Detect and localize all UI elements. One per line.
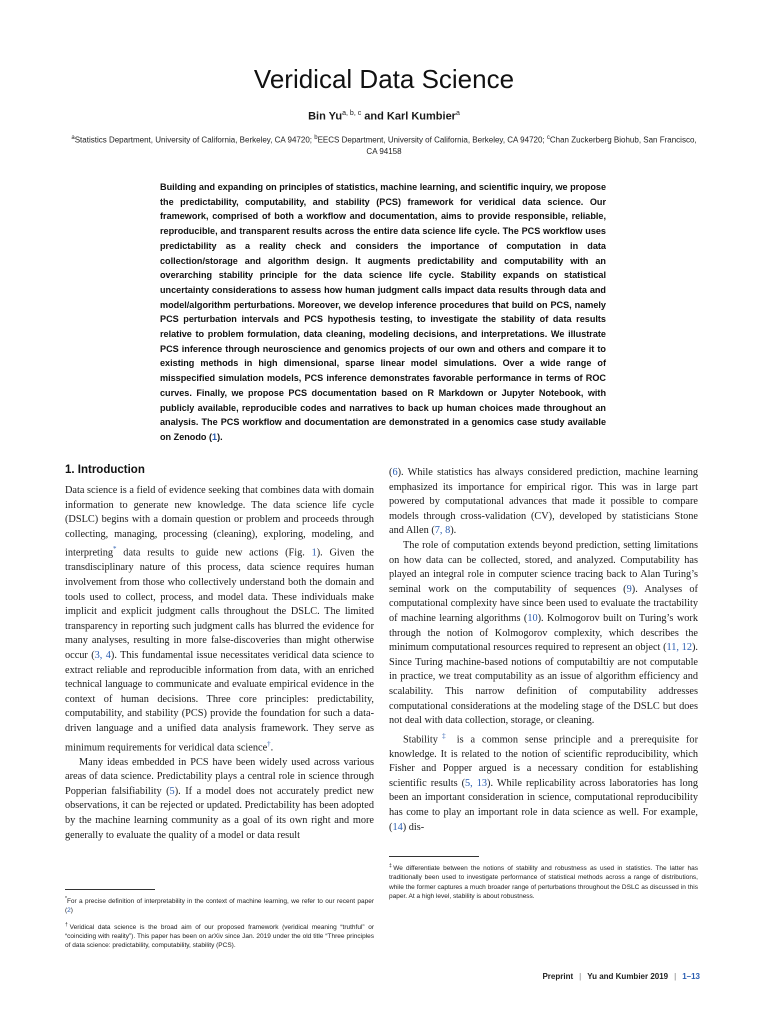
affiliation: Chan Zuckerberg Biohub, San Francisco, CA 94158 bbox=[366, 135, 697, 156]
page-footer bbox=[520, 972, 700, 981]
affiliations bbox=[70, 133, 698, 157]
right-footnotes bbox=[389, 856, 698, 901]
footnote bbox=[65, 921, 374, 951]
paragraph-text: ). Analyses of computational complexity have since been used to evaluate the tractability of machine learning algorithms ( bbox=[389, 583, 698, 624]
citation-link[interactable]: 3, 4 bbox=[94, 649, 111, 661]
paragraph bbox=[65, 756, 374, 844]
paragraph bbox=[389, 539, 698, 729]
citation-link[interactable]: 1 bbox=[212, 431, 218, 442]
affiliation: EECS Department, University of California, Berkeley, CA 94720; bbox=[317, 135, 547, 145]
affil-mark: b bbox=[314, 135, 318, 141]
abstract bbox=[160, 180, 606, 445]
left-footnotes bbox=[65, 889, 374, 950]
paragraph-text: is a common sense principle and a prerequisite for knowledge. It is related to the notion of scientific reproducibility, which Fisher and Popper argued is a necessary condition for establishing scientific results ( bbox=[389, 734, 698, 789]
footnote-mark: † bbox=[65, 921, 70, 928]
footnote-text: Veridical data science is the broad aim of our proposed framework (veridical meaning “truthful” or “coinciding with reality”). This paper has been on arXiv since Jan. 2019 under the old title “Three principles of data science: predictability, computability, stability (PCS). bbox=[65, 923, 374, 950]
abstract-end: ). bbox=[217, 431, 223, 442]
paragraph-text: Data science is a field of evidence seeking that combines data with domain information to generate new knowledge. The data science life cycle (DSLC) begins with a domain question or problem and proceeds through collecting, managing, processing (cleaning), exploring, modeling, and interpreting bbox=[65, 485, 374, 559]
citation-link[interactable]: 9 bbox=[626, 583, 632, 595]
paper-title: Veridical Data Science bbox=[253, 64, 515, 94]
footnote-text: For a precise definition of interpretability in the context of machine learning, we refer to our recent paper ( bbox=[65, 898, 374, 915]
footer-preprint: Preprint bbox=[542, 972, 574, 981]
author-line bbox=[0, 110, 768, 123]
paragraph-text: The role of computation extends beyond prediction, setting limitations on how data can be collected, stored, and analyzed. Computability has played an integral role in computer science tracing back to Alan Turing’s seminal work on the computability of sequences ( bbox=[389, 539, 698, 595]
figure-link[interactable]: 1 bbox=[311, 547, 317, 559]
section-heading: 1. Introduction bbox=[65, 464, 145, 476]
citation-link[interactable]: 10 bbox=[527, 612, 538, 624]
footnote-mark: * bbox=[65, 896, 67, 902]
footnote-text: We differentiate between the notions of stability and robustness as used in statistics. The latter has traditionally been used to investigate performance of statistical methods across a range of distributions, while the former captures a much broader range of perturbations throughout the DSLC as discussed in this paper. At a high level, stability is about robustness. bbox=[389, 865, 699, 900]
footer-authors: Yu and Kumbier 2019 bbox=[587, 972, 669, 981]
affil-mark: a bbox=[71, 135, 75, 141]
citation-link[interactable]: 7, 8 bbox=[434, 525, 451, 537]
paragraph-text: . bbox=[270, 741, 274, 753]
paragraph-text: ). This fundamental issue necessitates veridical data science to extract reliable and reproducible information from data, with an enriched technical language to communicate and evaluate empirical evidence in the context of human decisions. Three core principles: predictability, computability, and stability (PCS) provide the foundation for such a data-driven language and a unified data analysis framework. They serve as minimum requirements for veridical data science bbox=[65, 649, 374, 753]
footnote-marker[interactable]: † bbox=[267, 739, 271, 748]
footnote-rule bbox=[65, 889, 155, 890]
footnote bbox=[389, 862, 698, 901]
author-name: Bin Yu bbox=[308, 110, 343, 123]
footnote-marker[interactable]: * bbox=[113, 545, 117, 554]
citation-link[interactable]: 14 bbox=[392, 821, 403, 833]
author-name: Karl Kumbier bbox=[386, 110, 456, 123]
paragraph-text: ). bbox=[450, 525, 457, 537]
paragraph-text: ). Given the transdisciplinary nature of this process, data science requires human involvement from those who collectively understand both the domain and tools used to collect, process, and model data. These individuals make implicit and explicit judgment calls throughout the DSLC. The limited transparency in reporting such judgment calls has blurred the evidence for many analyses, resulting in more false-discoveries than might otherwise occur ( bbox=[65, 547, 374, 661]
footnote-marker[interactable]: ‡ bbox=[437, 731, 450, 740]
affil-mark: c bbox=[546, 135, 550, 141]
footer-separator: | bbox=[579, 972, 582, 981]
author-affil-mark: a bbox=[455, 110, 460, 117]
footnote-end: ) bbox=[70, 907, 73, 915]
footer-page-range: 1–13 bbox=[682, 972, 700, 981]
footer-separator: | bbox=[674, 972, 677, 981]
paragraph-text: data results to guide new actions (Fig. bbox=[116, 547, 312, 559]
paragraph-text: ) dis- bbox=[402, 821, 425, 833]
paragraph-text: ). Kolmogorov built on Turing’s work through the notion of Kolmogorov complexity, which describes the minimum computational resources required to represent an object ( bbox=[389, 612, 699, 654]
paragraph: (6). While statistics has always considered prediction, machine learning emphasized its importance for empirical rigor. This was in large part powered by computational advances that made it possible to compare models through cross-validation (CV), developed by statisticians Stone and Allen (7, 8). bbox=[389, 467, 698, 537]
citation-link[interactable]: 11, 12 bbox=[666, 642, 692, 654]
paragraph-text: Stability bbox=[403, 734, 438, 746]
abstract-text: Building and expanding on principles of statistics, machine learning, and scientific inquiry, we propose the predictability, computability, and stability (PCS) framework for veridical data science. Our framework, comprised of both a workflow and documentation, aims to provide responsible, reliable, reproducible, and transparent results across the entire data science life cycle. The PCS workflow uses predictability as a reality check and considers the importance of computation in data collection/storage and algorithm design. It augments predictability and computability with an overarching stability principle for the data science life cycle. Stability expands on statistical uncertainty considerations to assess how human judgment calls impact data results through data and model/algorithm perturbations. Moreover, we develop inference procedures that build on PCS, namely PCS perturbation intervals and PCS hypothesis testing, to investigate the stability of data results relative to problem formulation, data cleaning, modeling decisions, and interpretations. We illustrate PCS inference through neuroscience and genomics projects of our own and others and compare it to existing methods in high dimensional, sparse linear model simulations. Over a wide range of misspecified simulation models, PCS inference demonstrates favorable performance in terms of ROC curves. Finally, we propose PCS documentation based on R Markdown or Jupyter Notebook, with publicly available, reproducible codes and narratives to back up human choices made throughout an analysis. The PCS workflow and documentation are demonstrated in a genomics case study available on Zenodo ( bbox=[160, 182, 607, 442]
affiliation: Statistics Department, University of California, Berkeley, CA 94720; bbox=[74, 135, 315, 145]
paragraph-text: ). While replicability across laboratories has long been an important consideration in science, computational reproducibility has come to play an important role in data science as well. For example, ( bbox=[389, 777, 698, 833]
citation-link[interactable]: 5, 13 bbox=[465, 777, 488, 789]
left-column bbox=[65, 464, 374, 843]
footnote bbox=[65, 895, 374, 916]
footnote-mark: ‡ bbox=[389, 863, 394, 869]
author-affil-mark: a, b, c bbox=[342, 110, 362, 117]
citation-link[interactable]: 6 bbox=[392, 467, 398, 478]
citation-link[interactable]: 5 bbox=[169, 785, 175, 797]
author-joiner: and bbox=[361, 110, 387, 123]
paragraph-text: ). While statistics has always considered prediction, machine learning emphasized its importance for empirical rigor. This was in large part powered by computational advances that made it possible to compare models through cross-validation (CV), developed by statisticians Stone and Allen ( bbox=[389, 467, 698, 537]
paragraph bbox=[389, 729, 698, 836]
paragraph bbox=[65, 484, 374, 756]
right-column bbox=[389, 466, 698, 835]
paragraph-text: ). If a model does not accurately predict new observations, it can be rejected or updated. Predictability has been adopted by the machine learning community as a goal of its own right and more generally to evaluate the quality of a model or data result bbox=[65, 785, 374, 841]
footnote-rule bbox=[389, 856, 479, 857]
paragraph-text: ). Since Turing machine-based notions of computabiltiy are not computable in practice, we treat computability as an issue of algorithm efficiency and scalability. This narrow definition of computability addresses computational considerations at the modeling stage of the DSLC but does not deal with data collection, storage, or cleaning. bbox=[389, 642, 698, 727]
paragraph-text: Many ideas embedded in PCS have been widely used across various areas of data science. Predictability plays a central role in science through Popperian falsifiability ( bbox=[65, 756, 374, 797]
citation-link[interactable]: 2 bbox=[67, 907, 71, 915]
